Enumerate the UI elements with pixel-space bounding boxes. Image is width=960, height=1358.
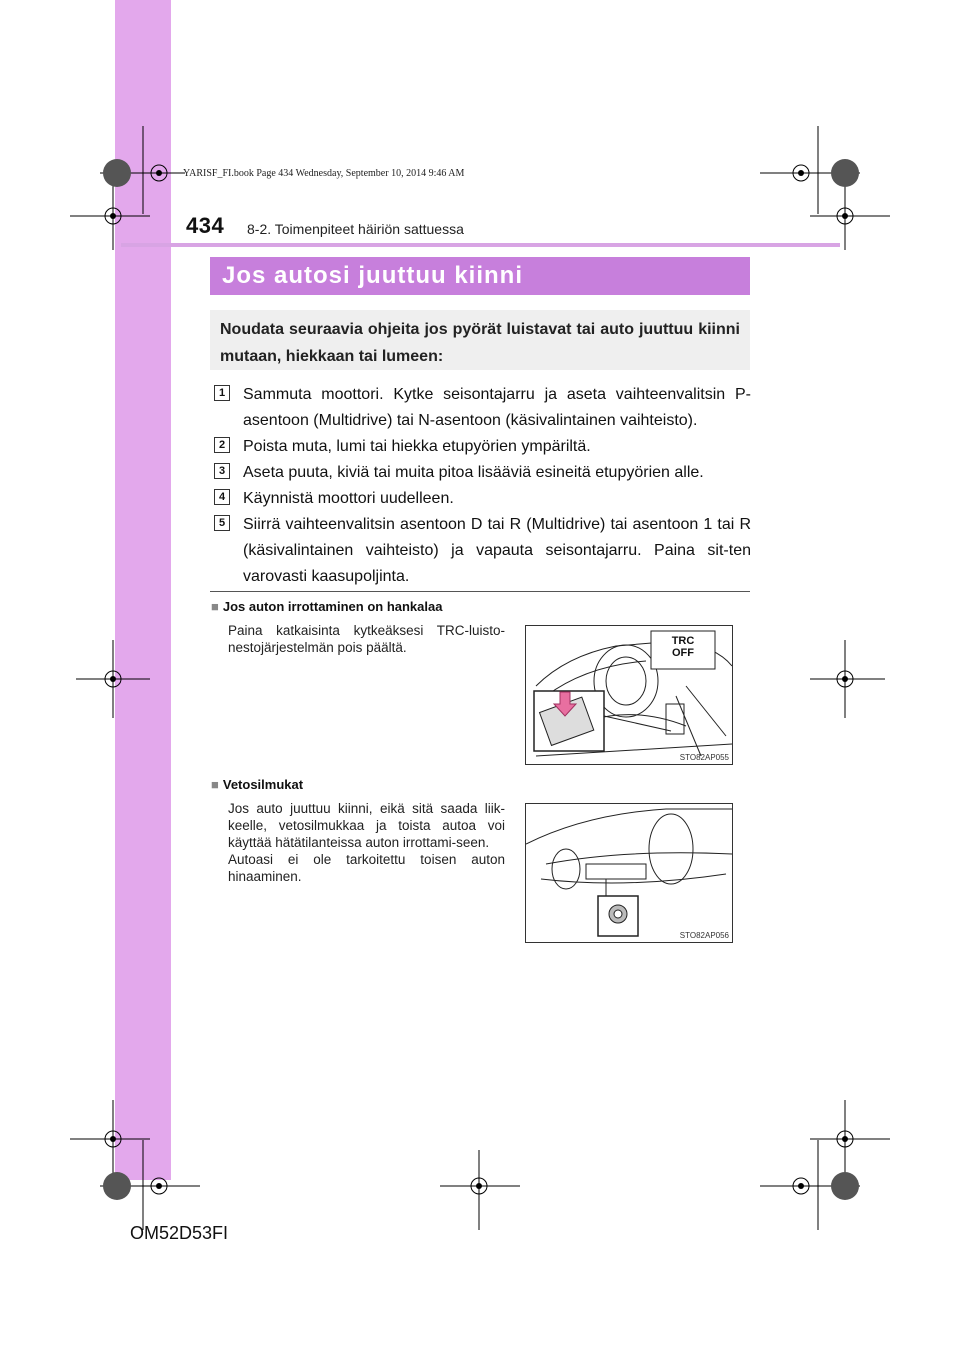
step-text: Poista muta, lumi tai hiekka etupyörien ympäriltä. [243,438,591,455]
illustration-code: STO82AP055 [679,753,729,762]
towing-paragraph-1: Jos auto juuttuu kiinni, eikä sitä saada liik-keelle, vetosilmukkaa ja toista autoa voi käyttää hätätilanteissa auton irrottami-seen. [228,801,505,850]
step-text: Käynnistä moottori uudelleen. [243,490,454,507]
title-bar [210,257,750,295]
car-underside-drawing [526,804,732,942]
square-bullet-icon: ■ [211,599,219,614]
trc-label: TRC [671,635,695,647]
section-header: 8-2. Toimenpiteet häiriön sattuessa [247,221,464,237]
step-text: Sammuta moottori. Kytke seisontajarru ja aseta vaihteenvalitsin P-asentoon (Multidrive) tai N-asentoon (käsivalintainen vaihteisto). [243,386,751,429]
towing-eyelet-illustration [525,803,733,943]
intro-box: Noudata seuraavia ohjeita jos pyörät luistavat tai auto juuttuu kiinni mutaan, hiekkaan tai lumeen: [210,310,750,370]
step-number: 3 [214,463,230,479]
book-info: YARISF_FI.book Page 434 Wednesday, September 10, 2014 9:46 AM [183,168,465,179]
square-bullet-icon: ■ [211,777,219,792]
towing-body [228,800,505,885]
towing-paragraph-2: Autoasi ei ole tarkoitettu toisen auton hinaaminen. [228,852,505,884]
illustration-code: STO82AP056 [679,931,729,940]
subheading-trc [211,599,442,614]
trc-off-illustration [525,625,733,765]
header-rule [121,243,840,247]
step-text: Aseta puuta, kiviä tai muita pitoa lisääviä esineitä etupyörien alle. [243,464,704,481]
section-divider [210,591,750,592]
subheading-text: Vetosilmukat [222,777,304,792]
step-number: 1 [214,385,230,401]
footer-code: OM52D53FI [130,1223,229,1243]
step-number: 2 [214,437,230,453]
page-number: 434 [186,213,225,238]
trc-body: Paina katkaisinta kytkeäksesi TRC-luisto-nestojärjestelmän pois päältä. [228,623,505,655]
subheading-towing-eyelet [211,777,303,792]
step-number: 5 [214,515,230,531]
step-text: Siirrä vaihteenvalitsin asentoon D tai R (Multidrive) tai asentoon 1 tai R (käsivalintainen vaihteisto) ja vapauta seisontajarru. Paina sit-ten varovasti kaasupoljinta. [243,516,751,585]
subheading-text: Jos auton irrottaminen on hankalaa [222,599,443,614]
off-label: OFF [672,647,694,659]
page-title: Jos autosi juuttuu kiinni [222,262,523,289]
step-number: 4 [214,489,230,505]
